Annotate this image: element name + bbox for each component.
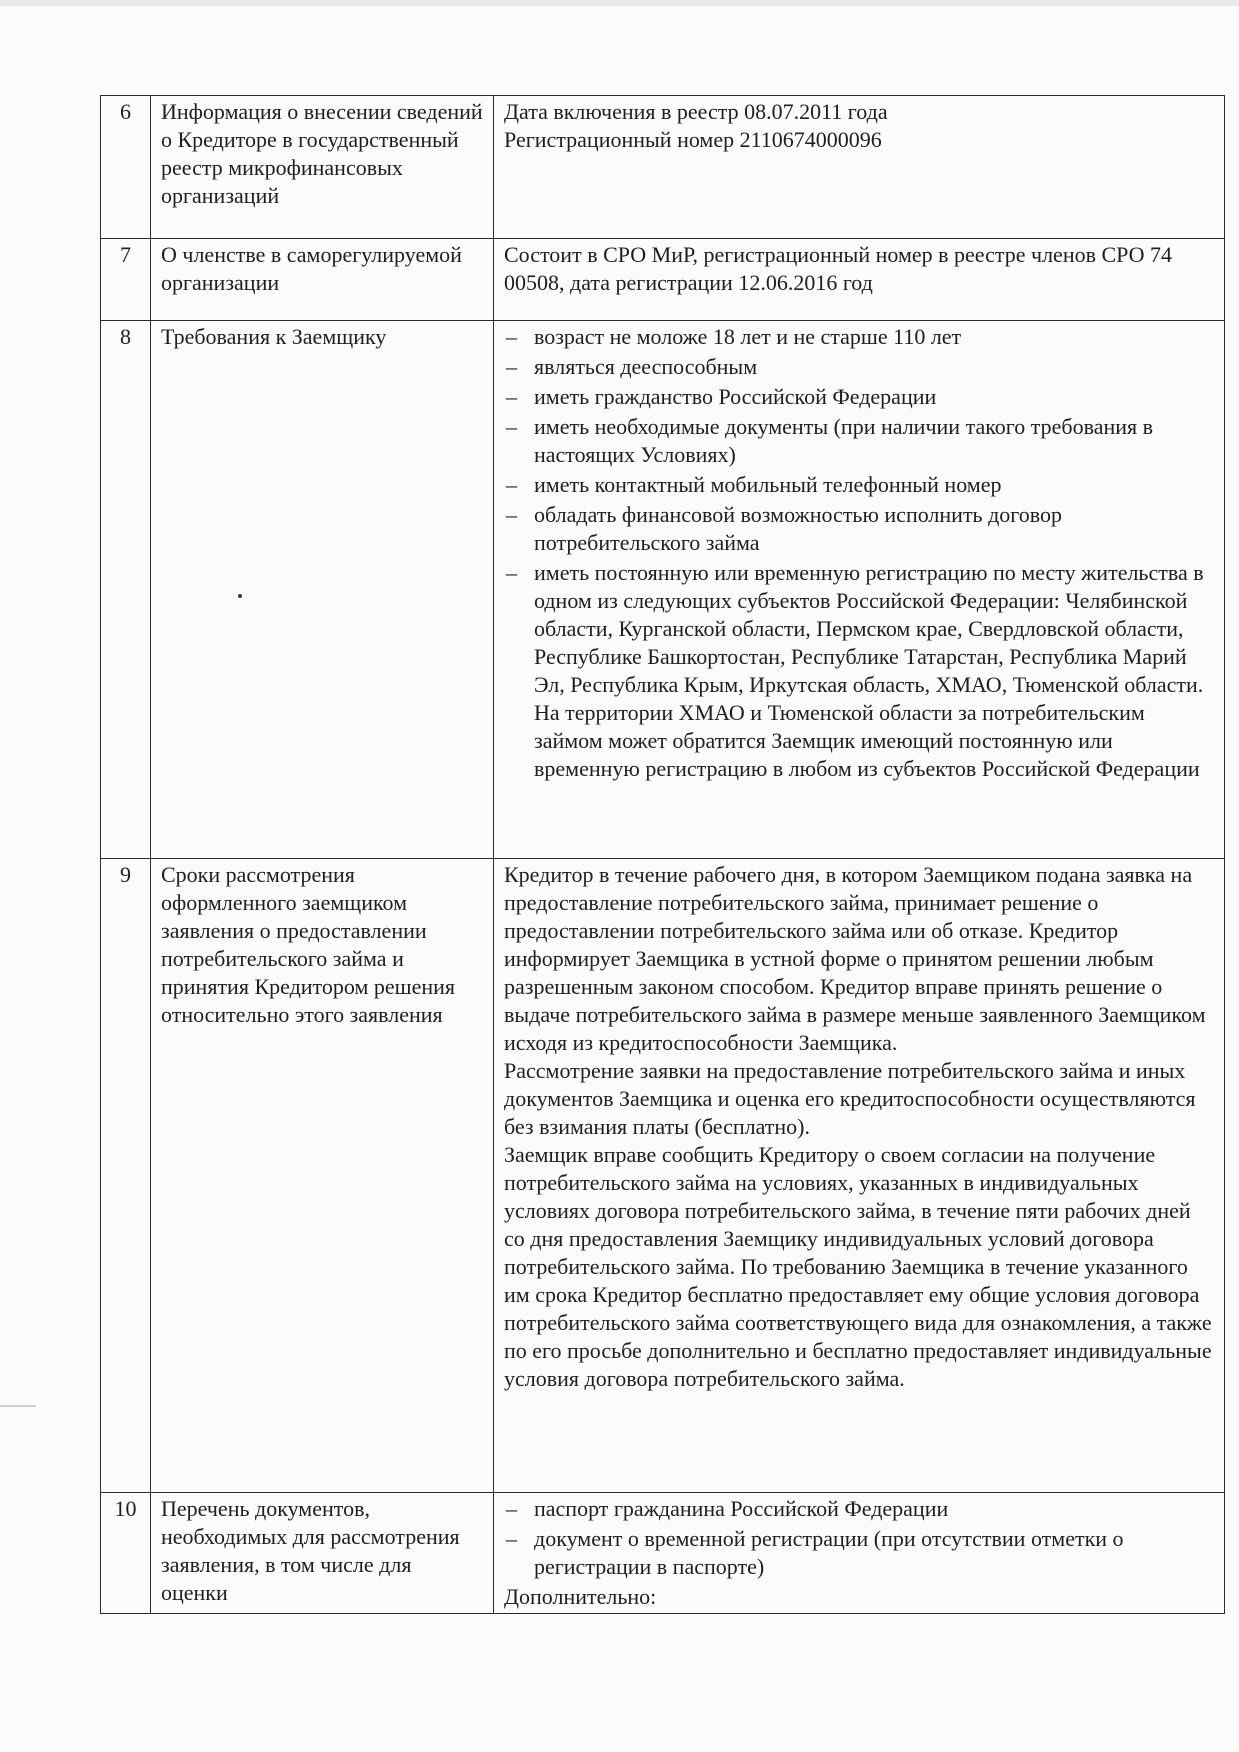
list-item: – обладать финансовой возможностью исполнить договор потребительского займа <box>504 501 1214 557</box>
value-line: Регистрационный номер 2110674000096 <box>504 127 882 152</box>
row-label: Сроки рассмотрения оформленного заемщиком заявления о предоставлении потребительского займа и принятия Кредитором решения относительно этого заявления <box>151 859 494 1493</box>
documents-list <box>504 1495 1214 1581</box>
row-value <box>494 96 1225 239</box>
requirements-list <box>504 323 1214 783</box>
list-item: – иметь контактный мобильный телефонный номер <box>504 471 1214 499</box>
row-number: 7 <box>101 239 151 321</box>
list-item: – иметь гражданство Российской Федерации <box>504 383 1214 411</box>
list-item: – паспорт гражданина Российской Федерации <box>504 1495 1214 1523</box>
row-value <box>494 1493 1225 1614</box>
table-row <box>101 239 1225 321</box>
list-item: – являться дееспособным <box>504 353 1214 381</box>
row-number: 6 <box>101 96 151 239</box>
value-line: Дата включения в реестр 08.07.2011 года <box>504 99 888 124</box>
table-row <box>101 321 1225 859</box>
row-label: О членстве в саморегулируемой организации <box>151 239 494 321</box>
list-item: – документ о временной регистрации (при отсутствии отметки о регистрации в паспорте) <box>504 1525 1214 1581</box>
scan-margin-mark <box>0 1405 36 1407</box>
list-item: – иметь постоянную или временную регистрацию по месту жительства в одном из следующих субъектов Российской Федерации: Челябинской области, Курганской области, Пермском крае, Свердловской области, Республике Башкортостан, Республике Татарстан, Республика Марий Эл, Республика Крым, Иркутская область, ХМАО, Тюменской области. На территории ХМАО и Тюменской области за потребительским займом может обратится Заемщик имеющий постоянную или временную регистрацию в любом из субъектов Российской Федерации <box>504 559 1214 783</box>
table-row <box>101 859 1225 1493</box>
conditions-table <box>100 95 1225 1614</box>
row-value <box>494 859 1225 1493</box>
paragraph: Рассмотрение заявки на предоставление потребительского займа и иных документов Заемщика и оценка его кредитоспособности осуществляются без взимания платы (бесплатно). <box>504 1058 1196 1139</box>
row-label: Перечень документов, необходимых для рассмотрения заявления, в том числе для оценки <box>151 1493 494 1614</box>
row-number: 8 <box>101 321 151 859</box>
row-value <box>494 321 1225 859</box>
list-item: – иметь необходимые документы (при наличии такого требования в настоящих Условиях) <box>504 413 1214 469</box>
value-line: Состоит в СРО МиР, регистрационный номер в реестре членов СРО 74 00508, дата регистрации 12.06.2016 год <box>504 242 1173 295</box>
paragraph: Кредитор в течение рабочего дня, в котором Заемщиком подана заявка на предоставление потребительского займа, принимает решение о предоставлении потребительского займа или об отказе. Кредитор информирует Заемщика в устной форме о принятом решении любым разрешенным законом способом. Кредитор вправе принять решение о выдаче потребительского займа в размере меньше заявленного Заемщиком исходя из кредитоспособности Заемщика. <box>504 862 1206 1055</box>
additional-label: Дополнительно: <box>504 1584 657 1609</box>
paragraph: Заемщик вправе сообщить Кредитору о своем согласии на получение потребительского займа на условиях, указанных в индивидуальных условиях договора потребительского займа, в течение пяти рабочих дней со дня предоставления Заемщику индивидуальных условий договора потребительского займа. По требованию Заемщика в течение указанного им срока Кредитор бесплатно предоставляет ему общие условия договора потребительского займа соответствующего вида для ознакомления, а также по его просьбе дополнительно и бесплатно предоставляет индивидуальные условия договора потребительского займа. <box>504 1142 1212 1391</box>
row-label: Информация о внесении сведений о Кредиторе в государственный реестр микрофинансовых организаций <box>151 96 494 239</box>
row-number: 9 <box>101 859 151 1493</box>
row-value <box>494 239 1225 321</box>
table-row <box>101 1493 1225 1614</box>
scan-top-edge <box>0 0 1239 6</box>
row-number: 10 <box>101 1493 151 1614</box>
list-item: – возраст не моложе 18 лет и не старше 110 лет <box>504 323 1214 351</box>
table-row <box>101 96 1225 239</box>
row-label: Требования к Заемщику <box>151 321 494 859</box>
